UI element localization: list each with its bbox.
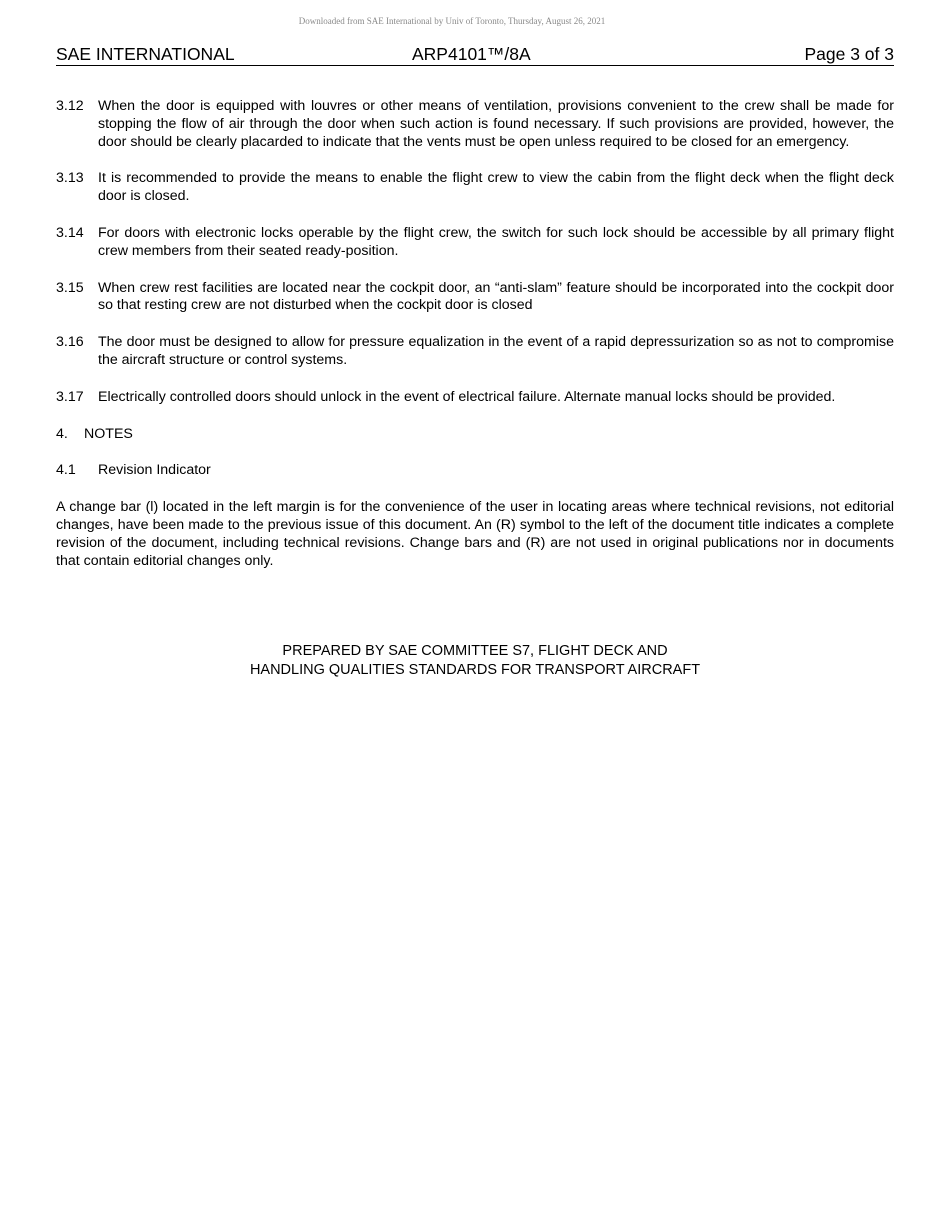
- footer-line-2: HANDLING QUALITIES STANDARDS FOR TRANSPORT AIRCRAFT: [249, 661, 701, 678]
- clause-number: 3.13: [56, 170, 84, 187]
- clause-text: It is recommended to provide the means to enable the flight crew to view the cabin from the flight deck when the flight deck door is closed.: [98, 170, 894, 205]
- clause-text: The door must be designed to allow for pressure equalization in the event of a rapid depressurization so as not to compromise the aircraft structure or control systems.: [98, 334, 894, 368]
- clause-3-17: [56, 389, 894, 407]
- clause-number: 3.14: [56, 224, 84, 241]
- page-header: [56, 44, 894, 66]
- section-title: NOTES: [84, 425, 133, 442]
- clause-text: For doors with electronic locks operable by the flight crew, the switch for such lock should be accessible by all primary flight crew members from their seated ready-position.: [98, 224, 894, 259]
- clause-text: When the door is equipped with louvres or other means of ventilation, provisions convenient to the crew shall be made for stopping the flow of air through the door when such action is found necessary. If such provisions are provided, however, the door should be clearly placarded to indicate that the vents must be open unless required to be closed for an emergency.: [98, 98, 894, 150]
- clause-number: 3.17: [56, 388, 84, 405]
- clause-number: 3.15: [56, 279, 84, 296]
- section-number: 4.1: [56, 462, 76, 479]
- header-page-number: Page 3 of 3: [804, 44, 894, 64]
- clause-3-16: [56, 334, 894, 370]
- clause-3-13: [56, 170, 894, 206]
- clause-text: Electrically controlled doors should unlock in the event of electrical failure. Alternate manual locks should be provided.: [98, 388, 836, 405]
- clause-3-12: [56, 98, 894, 151]
- header-organization: SAE INTERNATIONAL: [56, 44, 235, 64]
- revision-indicator-paragraph: A change bar (l) located in the left margin is for the convenience of the user in locating areas where technical revisions, not editorial changes, have been made to the previous issue of this document. An (R) symbol to the left of the document title indicates a complete revision of the document, including technical revisions. Change bars and (R) are not used in original publications nor in documents that contain editorial changes only.: [56, 499, 894, 569]
- header-document-number: ARP4101™/8A: [412, 44, 531, 64]
- footer-line-1: PREPARED BY SAE COMMITTEE S7, FLIGHT DECK AND: [282, 643, 668, 659]
- clause-number: 3.12: [56, 98, 84, 114]
- clause-3-15: [56, 280, 894, 316]
- clause-3-14: [56, 225, 894, 261]
- committee-footer: [0, 642, 950, 679]
- clause-text: When crew rest facilities are located near the cockpit door, an “anti-slam” feature should be incorporated into the cockpit door so that resting crew are not disturbed when the cockpit door is closed: [98, 279, 894, 314]
- section-title: Revision Indicator: [98, 462, 211, 479]
- section-4-heading: [56, 426, 894, 444]
- section-4-1-heading: [56, 462, 894, 480]
- section-number: 4.: [56, 425, 68, 442]
- clause-number: 3.16: [56, 334, 84, 351]
- document-body: [56, 98, 894, 589]
- download-watermark: Downloaded from SAE International by Univ of Toronto, Thursday, August 26, 2021: [298, 16, 606, 26]
